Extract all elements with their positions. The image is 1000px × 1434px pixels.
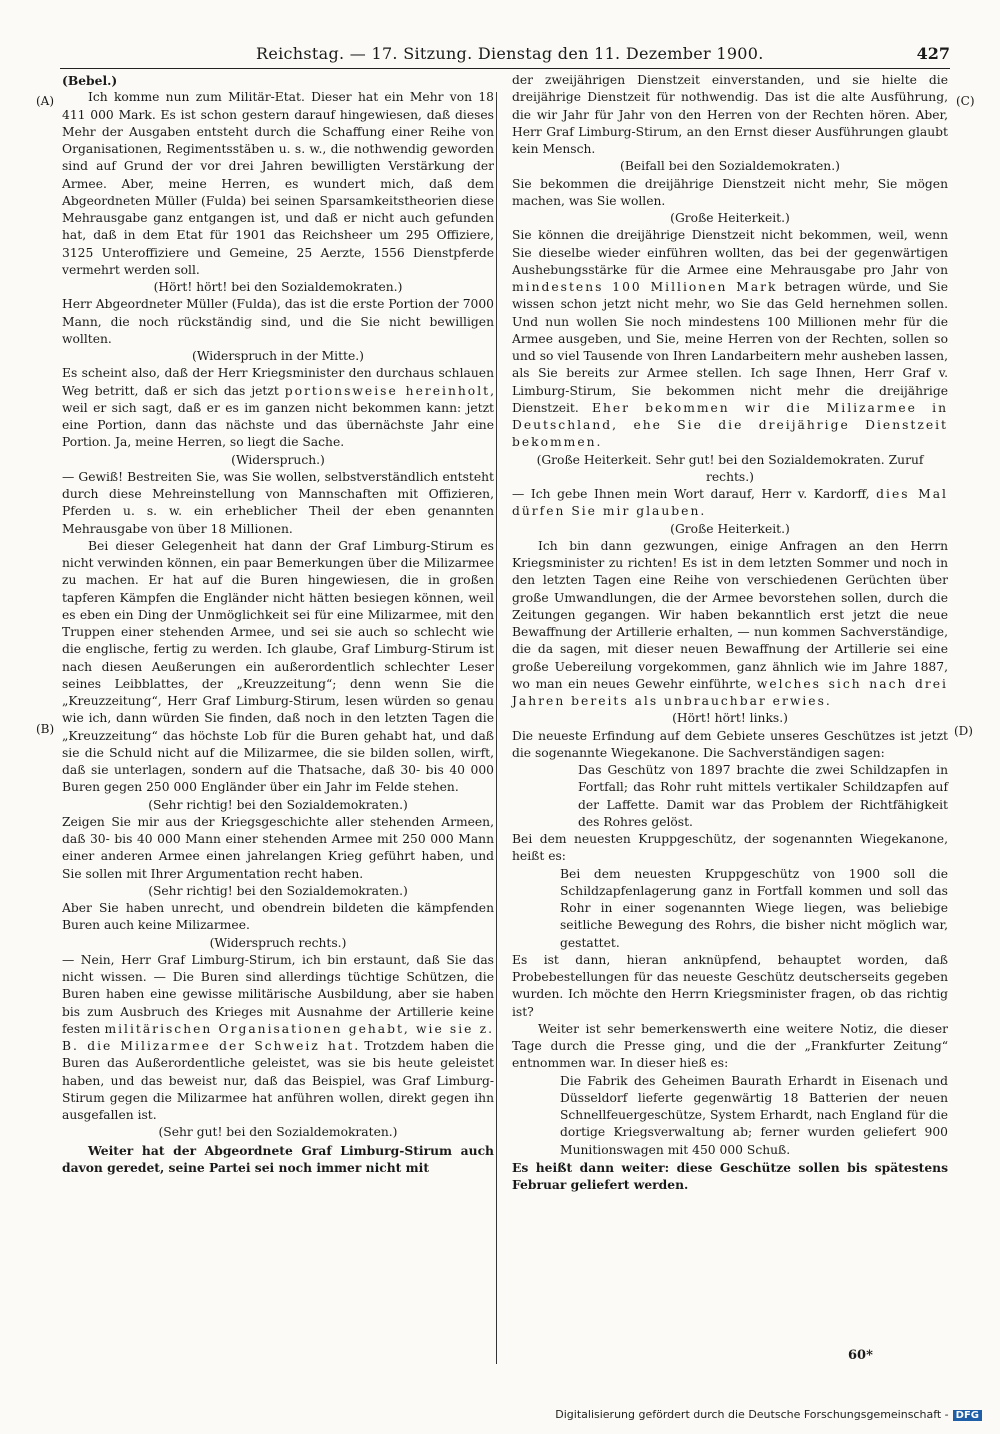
emphasis-text: militärischen Organisationen gehabt, wie sie z. B. die Milizarmee der Schweiz hat: [62, 1021, 494, 1053]
paragraph: Es ist dann, hieran anknüpfend, behauptet worden, daß Probebestellungen für das neueste Geschütz deutscherseits gegeben wurden. Ich möchte den Herrn Kriegsminister fragen, ob das richtig ist?: [512, 952, 948, 1019]
paragraph: — Gewiß! Bestreiten Sie, was Sie wollen, selbstverständlich entsteht durch diese Mehreinstellung von Mannschaften mit Offizieren, Pferden u. s. w. ein erheblicher Theil der eben genannten Mehrausgabe von über 18 Millionen.: [62, 469, 494, 536]
column-divider: [496, 92, 497, 1364]
signature-mark: 60*: [848, 1348, 873, 1363]
footer: [555, 1408, 982, 1421]
paragraph: [62, 365, 494, 451]
text-run: — Nein, Herr Graf Limburg-Stirum, ich bin erstaunt, daß Sie das nicht wissen. — Die Buren sind allerdings tüchtige Schützen, die Buren haben eine gewisse militärische Ausbildung, aber sie haben bis zum Ausbruch des Krieges mit Ausnahme der Artillerie keine festen: [62, 952, 494, 1036]
paragraph: Herr Abgeordneter Müller (Fulda), das ist die erste Portion der 7000 Mann, die noch rückständig sind, und die Sie nicht bewilligen wollten.: [62, 297, 494, 346]
text-run: betragen würde, und Sie wissen schon jetzt nicht mehr, wo Sie das Geld hernehmen sollen. Und nun wollen Sie noch mindestens 100 Millionen mehr für die Armee ausgeben, und Sie, meine Herren von der Rechten, sollen so und so viel Tausende von Ihren Landarbeitern mehr ausheben lassen, als Sie bereits zur Armee stellen. Ich sage Ihnen, Herr Graf v. Limburg-Stirum, Sie bekommen nicht mehr die dreijährige Dienstzeit.: [512, 280, 948, 415]
margin-marker-d: (D): [954, 724, 973, 738]
block-quote: Die Fabrik des Geheimen Baurath Erhardt in Eisenach und Düsseldorf lieferte gegenwärtig 18 Batterien der neuen Schnellfeuergeschütze, System Erhardt, nach England für die dortige Kriegsverwaltung ab; ferner wurden geliefert 900 Munitionswagen mit 450 000 Schuß.: [560, 1073, 948, 1157]
paragraph: [512, 227, 948, 451]
block-quote: Das Geschütz von 1897 brachte die zwei Schildzapfen in Fortfall; das Rohr ruht mittels vertikaler Schildzapfen auf der Laffette. Damit war das Problem der Richtfähigkeit des Rohres gelöst.: [578, 763, 948, 829]
emphasis-text: Eher bekommen wir die Milizarmee in Deutschland, ehe Sie die dreijährige Dienstzeit bekommen.: [512, 400, 948, 450]
text-run: . Trotzdem haben die Buren das Außerordentliche geleistet, was sie bis heute geleistet haben, und das beweist nur, daß das Beispiel, was Graf Limburg-Stirum gegen die Milizarmee hat anführen wollen, direkt gegen ihn ausgefallen ist.: [62, 1039, 495, 1122]
interjection: (Hört! hört! bei den Sozialdemokraten.): [153, 280, 403, 294]
speaker-label: (Bebel.): [62, 73, 118, 88]
paragraph: Bei dieser Gelegenheit hat dann der Graf Limburg-Stirum es nicht verwinden können, ein paar Bemerkungen über die Milizarmee zu machen. Er hat auf die Buren hingewiesen, die in großen tapferen Kämpfen die Engländer nicht hätten besiegen können, weil es eben ein Ding der Unmöglichkeit sei für eine Milizarmee, mit den Truppen einer stehenden Armee, und sei sie auch so schlecht wie die englische, fertig zu werden. Ich glaube, Graf Limburg-Stirum ist nach diesen Aeußerungen ein außerordentlich schlechter Leser seines Leibblattes, der „Kreuzzeitung“; denn wenn Sie die „Kreuzzeitung“, Herr Graf Limburg-Stirum, lesen würden so genau wie ich, dann würden Sie finden, daß noch in den letzten Tagen die „Kreuzzeitung“ das höchste Lob für die Buren gehabt hat, und daß sie die Schuld nicht auf die Milizarmee, die sie bilden sollen, wirft, daß sie unterlagen, sondern auf die Thatsache, daß 30- bis 40 000 Buren gegen 250 000 Engländer über ein Jahr im Felde stehen.: [62, 538, 494, 795]
text-run: Ich bin dann gezwungen, einige Anfragen an den Herrn Kriegsminister zu richten! Es ist in dem letzten Sommer und noch in den letzten Tagen eine Reihe von verschiedenen Gerüchten über große Umwandlungen, die der Armee bevorstehen sollen, durch die Zeitungen gegangen. Wir haben bekanntlich erst jetzt die neue Bewaffnung der Artillerie erhalten, — nun kommen Sachverständige, die da sagen, mit dieser neuen Bewaffnung der Artillerie sei eine große Uebereilung vorgekommen, ganz ähnlich wie im Jahre 1887, wo man ein neues Gewehr einführte,: [512, 538, 948, 691]
paragraph: [62, 952, 494, 1125]
margin-marker-a: (A): [36, 94, 55, 108]
paragraph: [512, 486, 948, 521]
emphasis-text: dies Mal dürfen Sie mir glauben.: [512, 487, 948, 519]
text-run: , weil er sich sagt, daß er es im ganzen nicht bekommen kann: jetzt eine Portion, dann das nächste und das übernächste Jahr eine Portion. Ja, meine Herren, so liegt die Sache.: [62, 383, 494, 450]
interjection: (Sehr richtig! bei den Sozialdemokraten.): [148, 883, 408, 898]
text-run: Es scheint also, daß der Herr Kriegsminister den durchaus schlauen Weg betritt, daß er sich das jetzt: [62, 366, 494, 398]
running-title: Reichstag. — 17. Sitzung. Dienstag den 11. Dezember 1900.: [256, 44, 764, 63]
paragraph: Bei dem neuesten Kruppgeschütz, der sogenannten Wiegekanone, heißt es:: [512, 832, 948, 864]
interjection: (Widerspruch.): [231, 452, 325, 467]
paragraph: der zweijährigen Dienstzeit einverstanden, und sie hielte die dreijährige Dienstzeit für nothwendig. Das ist die alte Ausführung, die wir Jahr für Jahr von den Herren von der Rechten hören. Aber, Herr Graf Limburg-Stirum, an den Ernst dieser Ausführungen glaubt kein Mensch.: [512, 73, 948, 156]
paragraph: Aber Sie haben unrecht, und obendrein bildeten die kämpfenden Buren auch keine Milizarmee.: [62, 901, 494, 933]
paragraph: Sie bekommen die dreijährige Dienstzeit nicht mehr, Sie mögen machen, was Sie wollen.: [512, 176, 948, 208]
paragraph: Ich komme nun zum Militär-Etat. Dieser hat ein Mehr von 18 411 000 Mark. Es ist schon gestern darauf hingewiesen, daß dieses Mehr der Ausgaben entsteht durch die Schaffung einer Reihe von Organisationen, Regimentsstäben u. s. w., die nothwendig geworden sind auf Grund der vor drei Jahren bewilligten Verstärkung der Armee. Aber, meine Herren, es wundert mich, daß dem Abgeordneten Müller (Fulda) bei seinen Sparsamkeitstheorien diese Mehrausgabe ganz entgangen ist, und daß er nicht auch gefunden hat, daß in dem Etat für 1901 das Reichsheer um 295 Offiziere, 3125 Unteroffiziere und Gemeine, 25 Aerzte, 1556 Dienstpferde vermehrt werden soll.: [62, 90, 494, 277]
paragraph: Weiter hat der Abgeordnete Graf Limburg-Stirum auch davon geredet, seine Partei sei noch immer nicht mit: [62, 1142, 494, 1175]
block-quote: Bei dem neuesten Kruppgeschütz von 1900 soll die Schildzapfenlagerung ganz in Fortfall kommen und soll das Rohr in einer sogenannten Wiege liegen, was beliebige seitliche Bewegung des Rohrs, die bisher nicht möglich war, gestattet.: [560, 866, 948, 950]
dfg-logo-icon: DFG: [953, 1410, 982, 1421]
interjection: (Beifall bei den Sozialdemokraten.): [620, 159, 840, 174]
paragraph: Zeigen Sie mir aus der Kriegsgeschichte aller stehenden Armeen, daß 30- bis 40 000 Mann einer stehenden Armee mit 250 000 Mann einer anderen Armee einen jahrelangen Krieg geführt haben, und Sie sollen mit Ihrer Argumentation recht haben.: [62, 814, 494, 881]
emphasis-text: welches sich nach drei Jahren bereits als unbrauchbar erwies.: [512, 676, 948, 708]
interjection: (Widerspruch in der Mitte.): [192, 349, 364, 363]
page-header: [60, 42, 950, 69]
interjection: (Große Heiterkeit.): [670, 211, 790, 225]
margin-marker-b: (B): [36, 722, 55, 736]
interjection: (Widerspruch rechts.): [209, 935, 347, 950]
paragraph: [512, 538, 948, 711]
paragraph: Weiter ist sehr bemerkenswerth eine weitere Notiz, die dieser Tage durch die Presse ging, und die der „Frankfurter Zeitung“ entnommen war. In dieser hieß es:: [512, 1021, 948, 1071]
text-run: Sie können die dreijährige Dienstzeit nicht bekommen, weil, wenn Sie dieselbe wieder einführen wollten, das bei der gegenwärtigen Aushebungsstärke für die Armee eine Mehrausgabe pro Jahr von: [512, 228, 948, 277]
paragraph: Es heißt dann weiter: diese Geschütze sollen bis spätestens Februar geliefert werden.: [512, 1159, 948, 1192]
margin-marker-c: (C): [956, 94, 975, 108]
interjection: (Große Heiterkeit. Sehr gut! bei den Sozialdemokraten. Zuruf rechts.): [536, 452, 924, 484]
emphasis-text: portionsweise hereinholt: [284, 383, 491, 398]
right-column: [512, 72, 948, 1193]
left-column: [62, 72, 494, 1176]
interjection: (Sehr richtig! bei den Sozialdemokraten.): [148, 797, 408, 812]
page-number: 427: [916, 44, 950, 63]
footer-text: Digitalisierung gefördert durch die Deutsche Forschungsgemeinschaft -: [555, 1408, 949, 1421]
emphasis-text: mindestens 100 Millionen Mark: [512, 280, 778, 294]
interjection: (Hört! hört! links.): [672, 711, 788, 726]
paragraph: Die neueste Erfindung auf dem Gebiete unseres Geschützes ist jetzt die sogenannte Wiegekanone. Die Sachverständigen sagen:: [512, 728, 948, 760]
interjection: (Große Heiterkeit.): [670, 521, 790, 536]
interjection: (Sehr gut! bei den Sozialdemokraten.): [158, 1125, 398, 1140]
text-run: — Ich gebe Ihnen mein Wort darauf, Herr v. Kardorff,: [512, 487, 870, 501]
